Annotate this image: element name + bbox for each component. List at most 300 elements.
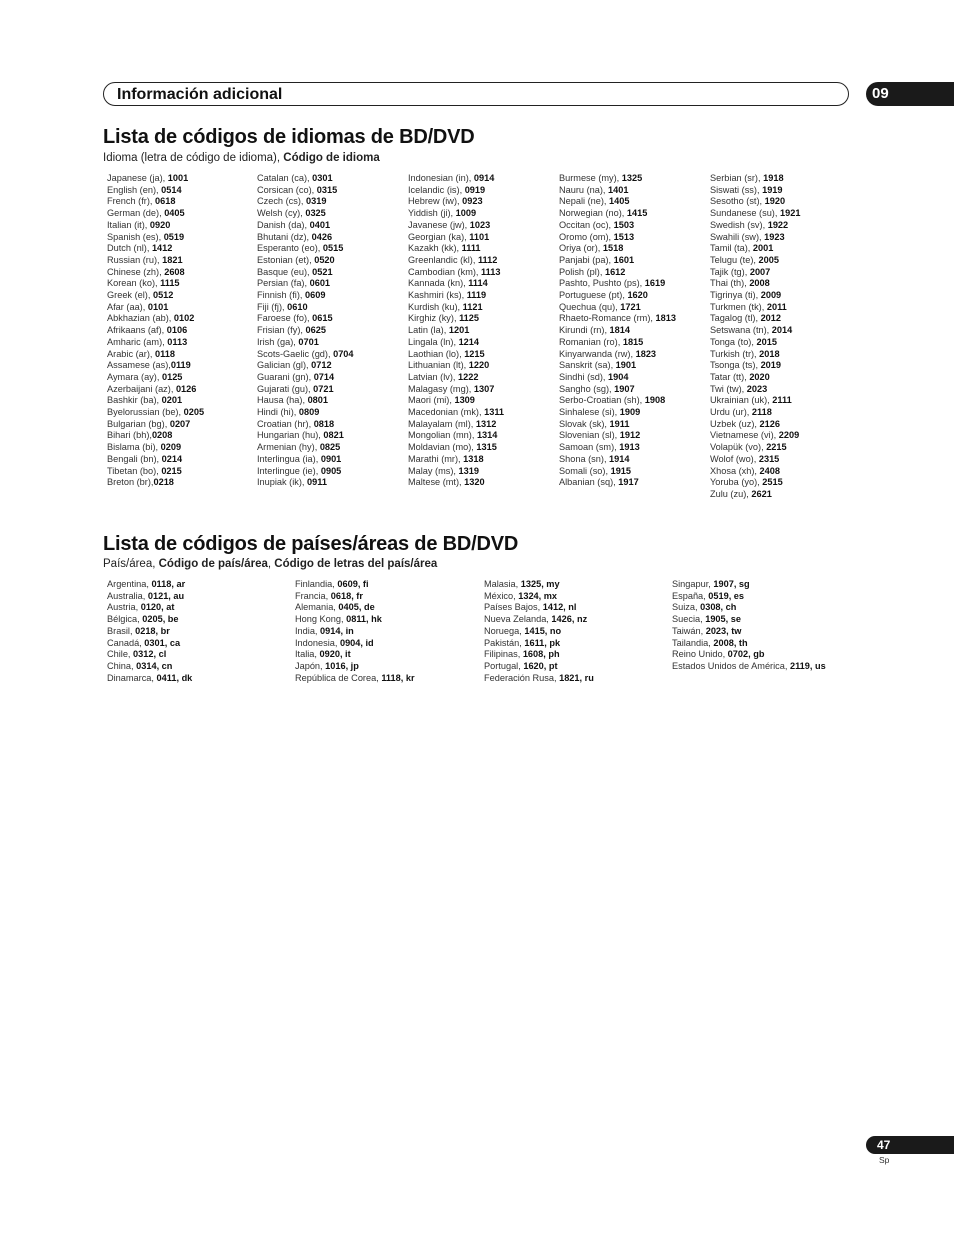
- entry-name: Kirghiz (ky),: [408, 313, 460, 324]
- entry-name: Kannada (kn),: [408, 278, 469, 289]
- page-number-tab: 47: [866, 1136, 954, 1154]
- entry-name: Albanian (sq),: [559, 477, 619, 488]
- entry-name: Greek (el),: [107, 290, 153, 301]
- code-entry: [484, 673, 594, 685]
- entry-code: 2408: [759, 465, 780, 476]
- code-entry: [710, 302, 800, 314]
- entry-name: Croatian (hr),: [257, 418, 314, 429]
- code-entry: [484, 638, 594, 650]
- entry-name: Laothian (lo),: [408, 348, 465, 359]
- code-entry: [295, 579, 415, 591]
- countries-subtitle-plain: País/área,: [103, 558, 159, 570]
- code-entry: [257, 384, 354, 396]
- code-entry: [559, 267, 676, 279]
- entry-code: 0701: [298, 336, 319, 347]
- code-entry: [107, 673, 192, 685]
- code-entry: [107, 313, 204, 325]
- entry-name: Burmese (my),: [559, 173, 622, 183]
- entry-name: Tonga (to),: [710, 336, 757, 347]
- languages-subtitle: [103, 152, 380, 164]
- entry-name: Italian (it),: [107, 219, 150, 230]
- code-entry: [672, 661, 826, 673]
- entry-code: 0120, at: [140, 602, 175, 613]
- entry-name: Breton (br),: [107, 477, 154, 488]
- entry-code: 1309: [454, 395, 475, 406]
- code-entry: [408, 407, 504, 419]
- code-entry: [257, 208, 354, 220]
- entry-name: Bhutani (dz),: [257, 231, 312, 242]
- entry-name: Corsican (co),: [257, 184, 317, 195]
- entry-name: Tagalog (tl),: [710, 313, 761, 324]
- entry-code: 0308, ch: [700, 602, 737, 613]
- code-entry: [107, 267, 204, 279]
- code-entry: [559, 454, 676, 466]
- entry-code: 0609: [305, 290, 326, 301]
- languages-subtitle-plain: Idioma (letra de código de idioma),: [103, 152, 284, 164]
- code-entry: [107, 232, 204, 244]
- language-column: [107, 173, 204, 489]
- entry-name: Bislama (bi),: [107, 442, 161, 453]
- code-entry: [408, 267, 504, 279]
- entry-code: 0113: [167, 336, 188, 347]
- entry-name: Galician (gl),: [257, 360, 312, 371]
- entry-name: Sundanese (su),: [710, 208, 780, 219]
- code-entry: [257, 185, 354, 197]
- entry-name: Pakistán,: [484, 637, 525, 648]
- entry-code: 2215: [766, 442, 787, 453]
- code-entry: [710, 384, 800, 396]
- entry-code: 0125: [161, 371, 183, 382]
- entry-name: Finnish (fi),: [257, 290, 305, 301]
- entry-name: Tsonga (ts),: [710, 360, 761, 371]
- entry-name: Japón,: [295, 660, 326, 671]
- code-entry: [257, 430, 354, 442]
- entry-name: Chile,: [107, 649, 134, 660]
- entry-name: Mongolian (mn),: [408, 430, 477, 441]
- entry-name: China,: [107, 660, 137, 671]
- entry-name: Ukrainian (uk),: [710, 395, 773, 406]
- entry-code: 0118: [155, 348, 175, 359]
- code-entry: [559, 407, 676, 419]
- entry-name: Turkmen (tk),: [710, 301, 767, 312]
- entry-code: 1907: [614, 383, 635, 394]
- entry-name: Scots-Gaelic (gd),: [257, 348, 334, 359]
- entry-name: Esperanto (eo),: [257, 243, 323, 254]
- code-entry: [710, 360, 800, 372]
- entry-name: Oriya (or),: [559, 243, 603, 254]
- entry-name: Pashto, Pushto (ps),: [559, 278, 645, 289]
- code-entry: [295, 638, 415, 650]
- code-entry: [107, 591, 192, 603]
- entry-code: 0325: [305, 208, 326, 219]
- code-entry: [559, 313, 676, 325]
- code-entry: [107, 442, 204, 454]
- entry-name: Alemania,: [295, 602, 339, 613]
- entry-name: Malasia,: [484, 579, 521, 589]
- entry-code: 0825: [319, 442, 341, 453]
- code-entry: [408, 196, 504, 208]
- code-entry: [107, 278, 204, 290]
- code-entry: [257, 196, 354, 208]
- entry-name: Quechua (qu),: [559, 301, 621, 312]
- language-column: [710, 173, 800, 501]
- entry-code: 1611, pk: [524, 637, 561, 648]
- code-entry: [107, 614, 192, 626]
- country-column: [672, 579, 826, 673]
- entry-name: Turkish (tr),: [710, 348, 760, 359]
- entry-name: Reino Unido,: [672, 649, 728, 660]
- code-entry: [107, 208, 204, 220]
- entry-code: 1905, se: [705, 614, 741, 625]
- code-entry: [710, 395, 800, 407]
- entry-name: Moldavian (mo),: [408, 442, 477, 453]
- code-entry: [295, 649, 415, 661]
- code-entry: [107, 255, 204, 267]
- code-entry: [559, 349, 676, 361]
- entry-code: 1821, ru: [559, 672, 594, 683]
- entry-name: Malay (ms),: [408, 465, 459, 476]
- countries-subtitle-bold1: Código de país/área: [158, 558, 268, 570]
- code-entry: [257, 360, 354, 372]
- code-entry: [559, 442, 676, 454]
- entry-name: Somali (so),: [559, 465, 611, 476]
- entry-code: 2015: [756, 336, 777, 347]
- entry-code: 1518: [602, 243, 624, 254]
- entry-code: 2023: [746, 383, 768, 394]
- entry-name: English (en),: [107, 184, 162, 195]
- entry-code: 1920: [764, 196, 786, 207]
- entry-name: Kazakh (kk),: [408, 243, 462, 254]
- entry-code: 0914, in: [320, 625, 354, 636]
- code-entry: [710, 454, 800, 466]
- entry-code: 0208: [151, 430, 173, 441]
- entry-code: 1112: [477, 254, 498, 265]
- entry-code: 0405, de: [338, 602, 375, 613]
- code-entry: [107, 430, 204, 442]
- entry-code: 1320: [464, 477, 485, 488]
- code-entry: [257, 267, 354, 279]
- entry-name: Argentina,: [107, 579, 152, 589]
- code-entry: [408, 360, 504, 372]
- entry-code: 0101: [147, 301, 169, 312]
- entry-code: 0426: [311, 231, 333, 242]
- entry-name: Tigrinya (ti),: [710, 290, 761, 301]
- entry-code: 1415: [626, 208, 648, 219]
- entry-code: 0625: [305, 325, 326, 336]
- entry-code: 0118, ar: [151, 579, 186, 589]
- entry-name: Setswana (tn),: [710, 325, 772, 336]
- code-entry: [484, 626, 594, 638]
- entry-name: Greenlandic (kl),: [408, 254, 478, 265]
- entry-code: 1815: [622, 336, 644, 347]
- code-entry: [710, 290, 800, 302]
- entry-name: Kashmiri (ks),: [408, 290, 467, 301]
- section-header: [103, 82, 849, 106]
- code-entry: [408, 395, 504, 407]
- code-entry: [408, 419, 504, 431]
- entry-name: Francia,: [295, 590, 331, 601]
- code-entry: [257, 220, 354, 232]
- entry-code: 0102: [173, 313, 195, 324]
- entry-name: Canadá,: [107, 637, 145, 648]
- entry-name: Hebrew (iw),: [408, 196, 463, 207]
- entry-code: 1114: [468, 278, 488, 289]
- code-entry: [408, 208, 504, 220]
- entry-code: 1813: [655, 313, 676, 324]
- code-entry: [672, 591, 826, 603]
- code-entry: [295, 673, 415, 685]
- entry-name: India,: [295, 625, 321, 636]
- entry-name: Assamese (as),: [107, 360, 171, 371]
- code-entry: [710, 430, 800, 442]
- entry-name: Basque (eu),: [257, 266, 313, 277]
- entry-name: Bihari (bh),: [107, 430, 152, 441]
- entry-code: 0205: [183, 407, 205, 418]
- entry-name: Italia,: [295, 649, 320, 660]
- entry-name: Polish (pl),: [559, 266, 605, 277]
- code-entry: [408, 325, 504, 337]
- code-entry: [672, 602, 826, 614]
- code-entry: [408, 477, 504, 489]
- entry-name: Kinyarwanda (rw),: [559, 348, 636, 359]
- code-entry: [672, 614, 826, 626]
- entry-code: 1325: [621, 173, 643, 183]
- code-entry: [257, 325, 354, 337]
- languages-subtitle-bold: Código de idioma: [283, 152, 380, 164]
- code-entry: [710, 232, 800, 244]
- entry-code: 1619: [644, 278, 666, 289]
- entry-code: 1911: [609, 418, 630, 429]
- entry-code: 1923: [764, 231, 785, 242]
- entry-name: Romanian (ro),: [559, 336, 623, 347]
- code-entry: [257, 454, 354, 466]
- code-entry: [107, 419, 204, 431]
- entry-code: 2008, th: [713, 637, 748, 648]
- entry-code: 1214: [458, 336, 480, 347]
- entry-code: 2621: [751, 488, 772, 499]
- entry-code: 0119: [170, 360, 191, 371]
- entry-name: Serbo-Croatian (sh),: [559, 395, 645, 406]
- code-entry: [559, 208, 676, 220]
- entry-code: 0519, es: [708, 590, 745, 601]
- entry-name: Hindi (hi),: [257, 407, 299, 418]
- entry-name: Persian (fa),: [257, 278, 310, 289]
- code-entry: [257, 173, 354, 185]
- entry-name: Tajik (tg),: [710, 266, 750, 277]
- entry-code: 1201: [448, 325, 470, 336]
- entry-code: 0721: [313, 383, 334, 394]
- entry-name: Estonian (et),: [257, 254, 315, 265]
- entry-name: Países Bajos,: [484, 602, 543, 613]
- code-entry: [484, 591, 594, 603]
- entry-name: Nepali (ne),: [559, 196, 610, 207]
- entry-name: Czech (cs),: [257, 196, 307, 207]
- code-entry: [710, 220, 800, 232]
- code-entry: [257, 337, 354, 349]
- entry-name: Byelorussian (be),: [107, 407, 184, 418]
- entry-code: 0520: [314, 254, 335, 265]
- code-entry: [107, 337, 204, 349]
- entry-name: Armenian (hy),: [257, 442, 320, 453]
- code-entry: [295, 591, 415, 603]
- entry-name: Swedish (sv),: [710, 219, 768, 230]
- entry-name: Samoan (sm),: [559, 442, 620, 453]
- entry-name: Norwegian (no),: [559, 208, 627, 219]
- code-entry: [408, 232, 504, 244]
- entry-code: 1620, pt: [523, 660, 558, 671]
- code-entry: [295, 661, 415, 673]
- entry-name: Slovak (sk),: [559, 418, 610, 429]
- entry-name: Serbian (sr),: [710, 173, 764, 183]
- entry-code: 1115: [160, 278, 180, 289]
- entry-name: Bashkir (ba),: [107, 395, 162, 406]
- code-entry: [559, 232, 676, 244]
- code-entry: [710, 196, 800, 208]
- entry-code: 1412: [151, 243, 173, 254]
- entry-code: 1401: [608, 184, 629, 195]
- code-entry: [295, 602, 415, 614]
- entry-name: Tamil (ta),: [710, 243, 753, 254]
- entry-name: Abkhazian (ab),: [107, 313, 174, 324]
- entry-name: Aymara (ay),: [107, 371, 162, 382]
- entry-code: 1016, jp: [325, 660, 359, 671]
- entry-code: 0809: [298, 407, 320, 418]
- code-entry: [107, 220, 204, 232]
- code-entry: [107, 243, 204, 255]
- entry-name: Chinese (zh),: [107, 266, 165, 277]
- entry-code: 1904: [608, 371, 629, 382]
- code-entry: [710, 278, 800, 290]
- entry-name: Xhosa (xh),: [710, 465, 760, 476]
- code-entry: [107, 302, 204, 314]
- entry-code: 2209: [778, 430, 800, 441]
- entry-code: 0512: [152, 290, 174, 301]
- code-entry: [559, 360, 676, 372]
- entry-name: Danish (da),: [257, 219, 310, 230]
- entry-name: Portuguese (pt),: [559, 290, 628, 301]
- code-entry: [107, 360, 204, 372]
- code-entry: [484, 602, 594, 614]
- code-entry: [257, 278, 354, 290]
- entry-name: Panjabi (pa),: [559, 254, 614, 265]
- entry-code: 1620: [627, 290, 648, 301]
- code-entry: [559, 395, 676, 407]
- country-column: [484, 579, 594, 684]
- entry-code: 1325, my: [520, 579, 560, 589]
- code-entry: [257, 349, 354, 361]
- code-entry: [710, 477, 800, 489]
- entry-name: French (fr),: [107, 196, 155, 207]
- entry-code: 1111: [461, 243, 481, 254]
- entry-code: 2119, us: [789, 660, 826, 671]
- entry-code: 2118: [751, 407, 772, 418]
- entry-code: 1922: [767, 219, 789, 230]
- entry-name: Irish (ga),: [257, 336, 299, 347]
- entry-code: 1919: [762, 184, 783, 195]
- code-entry: [710, 372, 800, 384]
- entry-name: Indonesian (in),: [408, 173, 474, 183]
- entry-name: Estados Unidos de América,: [672, 660, 790, 671]
- code-entry: [408, 454, 504, 466]
- entry-name: Malayalam (ml),: [408, 418, 476, 429]
- code-entry: [257, 232, 354, 244]
- code-entry: [257, 290, 354, 302]
- header-title: Información adicional: [117, 86, 283, 103]
- entry-code: 0618: [154, 196, 176, 207]
- entry-name: Cambodian (km),: [408, 266, 482, 277]
- entry-code: 0712: [311, 360, 332, 371]
- code-entry: [710, 173, 800, 185]
- code-entry: [710, 466, 800, 478]
- code-entry: [257, 313, 354, 325]
- entry-name: Nauru (na),: [559, 184, 609, 195]
- entry-name: Finlandia,: [295, 579, 338, 589]
- entry-name: Occitan (oc),: [559, 219, 614, 230]
- code-entry: [484, 614, 594, 626]
- code-entry: [559, 278, 676, 290]
- code-entry: [559, 384, 676, 396]
- entry-name: Maltese (mt),: [408, 477, 465, 488]
- entry-name: Sangho (sg),: [559, 383, 615, 394]
- entry-code: 0314, cn: [136, 660, 173, 671]
- code-entry: [295, 626, 415, 638]
- entry-name: Arabic (ar),: [107, 348, 155, 359]
- code-entry: [484, 661, 594, 673]
- entry-code: 1415, no: [524, 625, 562, 636]
- entry-code: 1921: [779, 208, 801, 219]
- entry-code: 0911: [307, 477, 327, 488]
- entry-code: 0205, be: [142, 614, 179, 625]
- entry-code: 2007: [749, 266, 771, 277]
- entry-name: Sanskrit (sa),: [559, 360, 616, 371]
- entry-code: 0201: [161, 395, 183, 406]
- code-entry: [257, 477, 354, 489]
- entry-name: Thai (th),: [710, 278, 750, 289]
- code-entry: [257, 419, 354, 431]
- entry-name: Bélgica,: [107, 614, 143, 625]
- entry-code: 1312: [475, 418, 497, 429]
- code-entry: [672, 579, 826, 591]
- entry-code: 2005: [758, 254, 779, 265]
- code-entry: [408, 430, 504, 442]
- countries-subtitle-sep: ,: [267, 558, 275, 570]
- entry-code: 1324, mx: [518, 590, 558, 601]
- countries-subtitle: [103, 558, 437, 570]
- entry-code: 1220: [468, 360, 490, 371]
- entry-code: 0106: [166, 325, 188, 336]
- entry-name: Suecia,: [672, 614, 706, 625]
- code-entry: [710, 325, 800, 337]
- entry-name: Korean (ko),: [107, 278, 161, 289]
- code-entry: [408, 220, 504, 232]
- entry-name: Siswati (ss),: [710, 184, 763, 195]
- entry-code: 0411, dk: [156, 672, 193, 683]
- entry-code: 1901: [615, 360, 637, 371]
- entry-code: 0519: [163, 231, 185, 242]
- entry-name: Malagasy (mg),: [408, 383, 474, 394]
- entry-code: 0121, au: [147, 590, 185, 601]
- code-entry: [408, 255, 504, 267]
- entry-code: 1823: [635, 348, 657, 359]
- code-entry: [408, 337, 504, 349]
- entry-name: España,: [672, 590, 709, 601]
- code-entry: [559, 325, 676, 337]
- countries-title: Lista de códigos de países/áreas de BD/DVD: [103, 533, 519, 555]
- entry-code: 0610: [287, 301, 308, 312]
- entry-code: 0714: [313, 371, 335, 382]
- entry-code: 1914: [609, 453, 630, 464]
- entry-code: 0214: [161, 453, 183, 464]
